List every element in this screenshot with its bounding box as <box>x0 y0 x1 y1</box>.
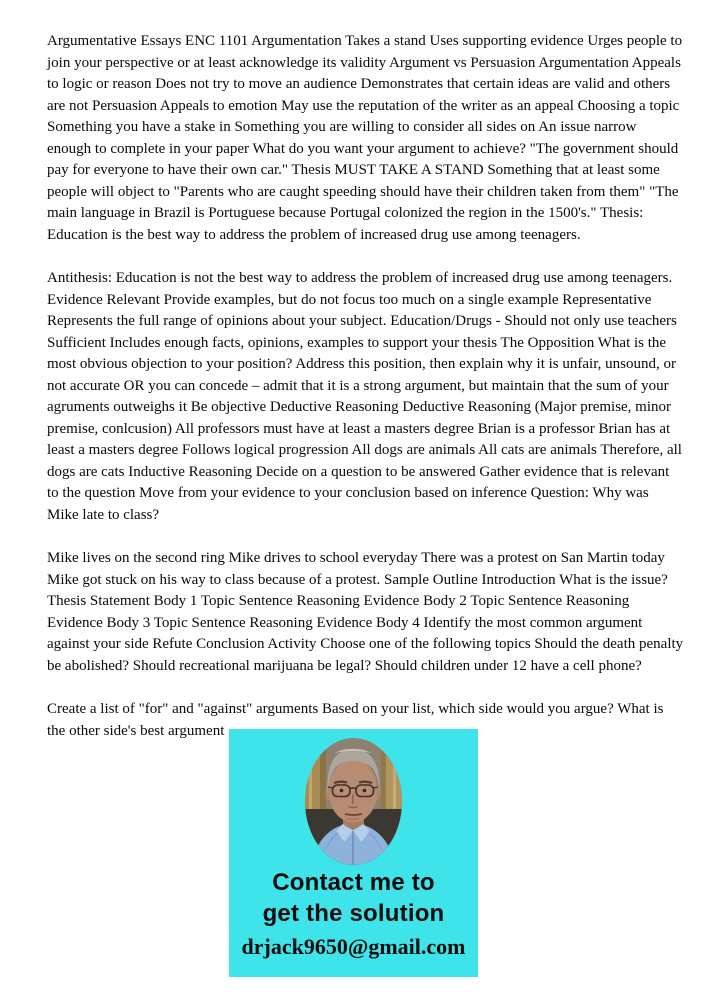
document-body-text <box>47 31 684 764</box>
contact-caption <box>263 867 445 929</box>
paragraph-1: Argumentative Essays ENC 1101 Argumentation Takes a stand Uses supporting evidence Urges people to join your perspective or at least acknowledge its validity Argument vs Persuasion Argumentation Appeals to logic or reason Does not try to move an audience Demonstrates that certain ideas are valid and others are not Persuasion Appeals to emotion May use the reputation of the writer as an appeal Choosing a topic Something you have a stake in Something you are willing to consider all sides on An issue narrow enough to complete in your paper What do you want your argument to achieve? "The government should pay for everyone to have their own car." Thesis MUST TAKE A STAND Something that at least some people will object to "Parents who are caught speeding should have their children taken from them" "The main language in Brazil is Portuguese because Portugal colonized the region in the 1500's." Thesis: Education is the best way to address the problem of increased drug use among teenagers. <box>47 33 683 243</box>
contact-caption-line2: get the solution <box>262 900 445 927</box>
paragraph-3: Mike lives on the second ring Mike drives to school everyday There was a protest on San Martin today Mike got stuck on his way to class because of a protest. Sample Outline Introduction What is the issue? Thesis Statement Body 1 Topic Sentence Reasoning Evidence Body 2 Topic Sentence Reasoning Evidence Body 3 Topic Sentence Reasoning Evidence Body 4 Identify the most common argument against your side Refute Conclusion Activity Choose one of the following topics Should the death penalty be abolished? Should recreational marijuana be legal? Should children under 12 have a cell phone? <box>47 550 684 674</box>
contact-email: drjack9650@gmail.com <box>241 934 466 959</box>
contact-overlay <box>229 729 478 977</box>
tutor-portrait-photo-icon <box>305 738 402 865</box>
paragraph-4: Create a list of "for" and "against" arguments Based on your list, which side would you argue? What is the other side's best argument <box>47 701 664 739</box>
paragraph-2: Antithesis: Education is not the best way to address the problem of increased drug use among teenagers. Evidence Relevant Provide examples, but do not focus too much on a single example Representative Represents the full range of opinions about your subject. Education/Drugs - Should not only use teachers Sufficient Includes enough facts, opinions, examples to support your thesis The Opposition What is the most obvious objection to your position? Address this position, then explain why it is unfair, unsound, or not accurate OR you can concede – admit that it is a strong argument, but maintain that the sum of your agruments outweighs it Be objective Deductive Reasoning Deductive Reasoning (Major premise, minor premise, conlcusion) All professors must have at least a masters degree Brian is a professor Brian has at least a masters degree Follows logical progression All dogs are animals All cats are animals Therefore, all dogs are cats Inductive Reasoning Decide on a question to be answered Gather evidence that is relevant to the question Move from your evidence to your conclusion based on inference Question: Why was Mike late to class? <box>47 270 682 523</box>
contact-caption-line1: Contact me to <box>272 869 435 896</box>
